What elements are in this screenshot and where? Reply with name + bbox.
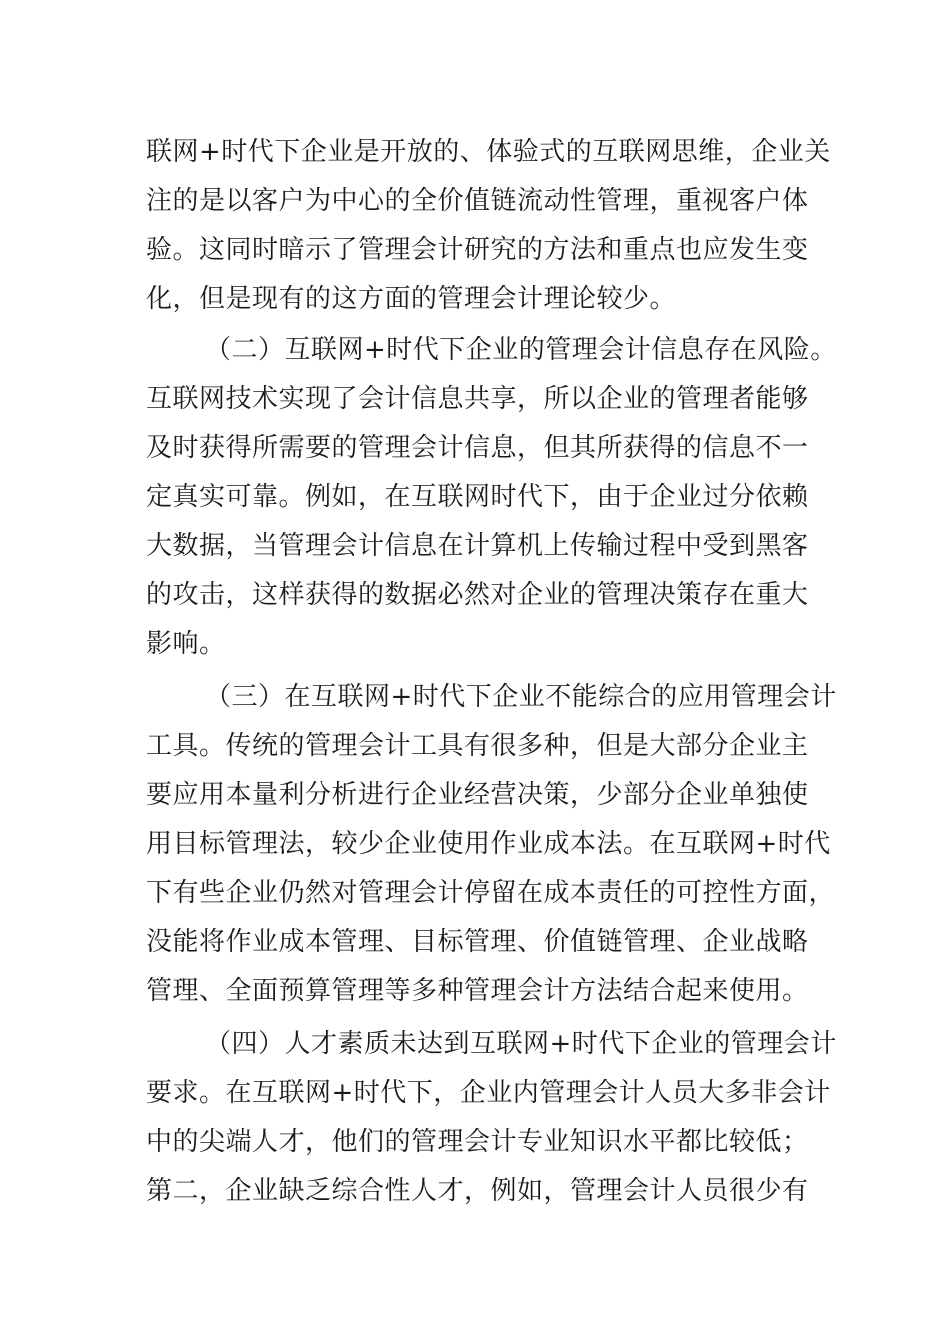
section-heading: （二）互联网+时代下企业的管理会计信息存在风险。: [205, 335, 837, 365]
text-line: 要求。在互联网+时代下，企业内管理会计人员大多非会计: [146, 1078, 831, 1108]
text-line: 下有些企业仍然对管理会计停留在成本责任的可控性方面，: [146, 878, 836, 908]
text-line: 管理、全面预算管理等多种管理会计方法结合起来使用。: [146, 976, 809, 1006]
text-line: 验。这同时暗示了管理会计研究的方法和重点也应发生变: [146, 235, 809, 265]
text-line: 及时获得所需要的管理会计信息，但其所获得的信息不一: [146, 433, 809, 463]
text-line: 的攻击，这样获得的数据必然对企业的管理决策存在重大: [146, 580, 809, 610]
section-heading: （三）在互联网+时代下企业不能综合的应用管理会计: [205, 682, 837, 712]
text-line: 没能将作业成本管理、目标管理、价值链管理、企业战略: [146, 927, 809, 957]
text-line: 互联网技术实现了会计信息共享，所以企业的管理者能够: [146, 384, 809, 414]
section-heading: （四）人才素质未达到互联网+时代下企业的管理会计: [205, 1029, 837, 1059]
text-line: 影响。: [146, 629, 226, 659]
text-line: 用目标管理法，较少企业使用作业成本法。在互联网+时代: [146, 829, 831, 859]
text-line: 中的尖端人才，他们的管理会计专业知识水平都比较低；: [146, 1127, 809, 1157]
text-line: 化，但是现有的这方面的管理会计理论较少。: [146, 284, 677, 314]
text-line: 要应用本量利分析进行企业经营决策，少部分企业单独使: [146, 780, 809, 810]
text-line: 联网+时代下企业是开放的、体验式的互联网思维，企业关: [146, 137, 831, 167]
text-line: 工具。传统的管理会计工具有很多种，但是大部分企业主: [146, 731, 809, 761]
text-line: 定真实可靠。例如，在互联网时代下，由于企业过分依赖: [146, 482, 809, 512]
text-line: 大数据，当管理会计信息在计算机上传输过程中受到黑客: [146, 531, 809, 561]
text-line: 注的是以客户为中心的全价值链流动性管理，重视客户体: [146, 186, 809, 216]
text-line: 第二，企业缺乏综合性人才，例如，管理会计人员很少有: [146, 1176, 809, 1206]
